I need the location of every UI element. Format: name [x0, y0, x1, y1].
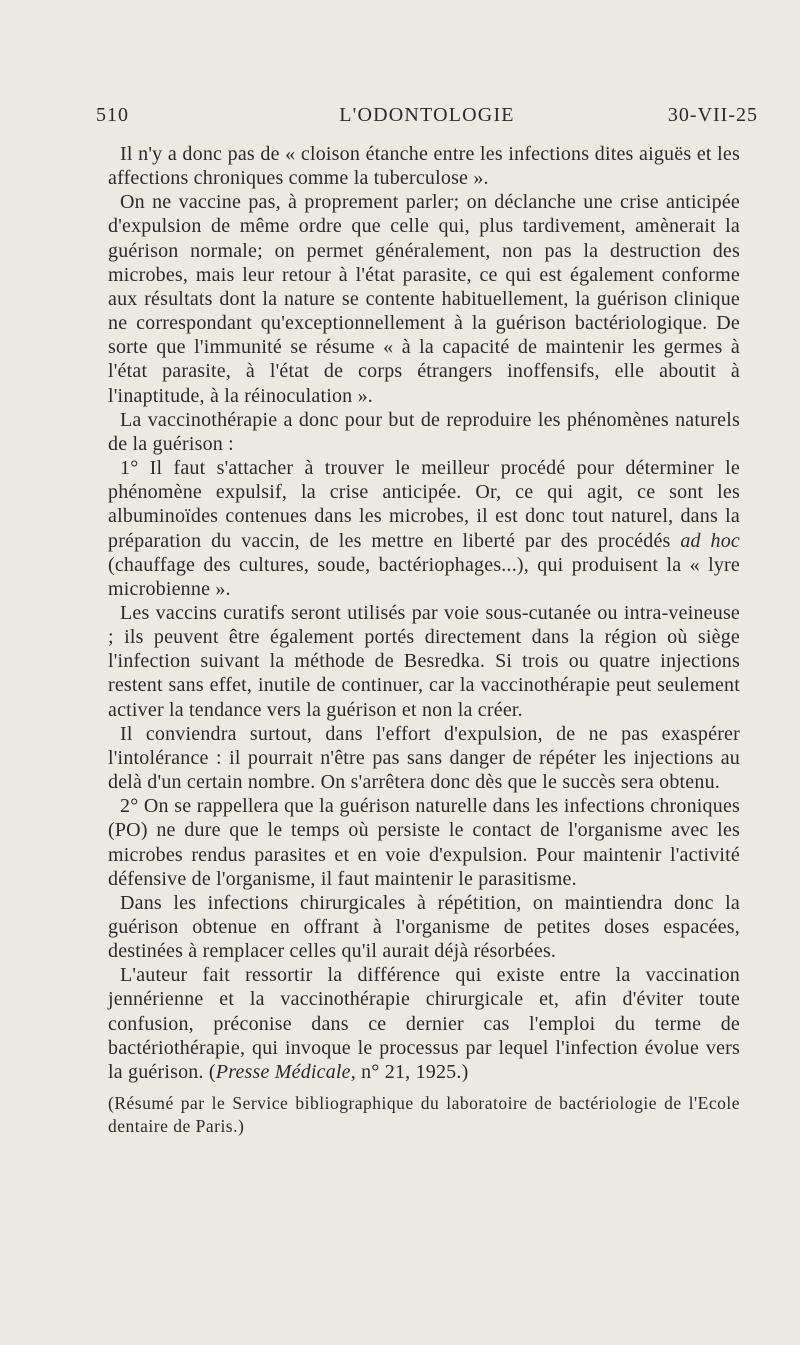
paragraph-infections-chirurgicales: Dans les infections chirurgicales à répétition, on maintiendra donc la guérison obtenue en offrant à l'organisme de petites doses espacées, destinées à remplacer celles qu'il aurait déjà résorbées.	[108, 891, 740, 963]
paragraph-auteur	[108, 963, 740, 1084]
last-paragraph-text-start: L'auteur fait ressortir la différence qui existe entre la vaccination jennérienne et la vaccinothérapie chirurgicale et, afin d'éviter toute confusion, préconise dans ce dernier cas l'emploi du terme de bactériothérapie, qui invoque le processus par lequel l'infection évolue vers la guérison. (	[108, 964, 740, 1083]
paragraph-vaccins-curatifs: Les vaccins curatifs seront utilisés par voie sous-cutanée ou intra-veineuse ; ils peuvent être également portés directement dans la région où siège l'infection suivant la méthode de Besredka. Si trois ou quatre injections restent sans effet, inutile de continuer, car la vaccinothérapie peut seulement activer la tendance vers la guérison et non la créer.	[108, 601, 740, 721]
paragraph-vaccine: On ne vaccine pas, à proprement parler; on déclanche une crise anticipée d'expulsion de même ordre que celle qui, plus tardivement, amènerait la guérison normale; on permet généralement, non pas la destruction des microbes, mais leur retour à l'état parasite, ce qui est également conforme aux résultats dont la nature se contente habituellement, la guérison clinique ne correspondant qu'exceptionnellement à la guérison bactériologique. De sorte que l'immunité se résume « à la capacité de maintenir les germes à l'état parasite, à l'état de corps étrangers inoffensifs, elle aboutit à l'inaptitude, à la réinoculation ».	[108, 191, 740, 407]
paragraph-point-one	[108, 456, 740, 601]
running-title: L'ODONTOLOGIE	[339, 104, 515, 126]
journal-citation: Presse Médicale,	[215, 1060, 356, 1083]
issue-date: 30-VII-25	[667, 104, 758, 126]
paragraph-cloison: Il n'y a donc pas de « cloison étanche entre les infections dites aiguës et les affections chroniques comme la tuberculose ».	[108, 143, 740, 190]
paragraph-point-two: 2° On se rappellera que la guérison naturelle dans les infections chroniques (PO) ne dure que le temps où persiste le contact de l'organisme avec les microbes rendus parasites et en voie d'expulsion. Pour maintenir l'activité défensive de l'organisme, il faut maintenir le parasitisme.	[108, 795, 740, 890]
paragraph-effort-expulsion: Il conviendra surtout, dans l'effort d'expulsion, de ne pas exaspérer l'intolérance : il pourrait n'être pas sans danger de répéter les injections au delà d'un certain nombre. On s'arrêtera donc dès que le succès sera obtenu.	[108, 722, 740, 794]
last-paragraph-text-end: n° 21, 1925.)	[355, 1060, 469, 1083]
source-note: (Résumé par le Service bibliographique du laboratoire de bactériologie de l'Ecole dentaire de Paris.)	[108, 1093, 740, 1137]
page-header	[96, 104, 758, 132]
article-body	[108, 142, 740, 1138]
point-one-italic: ad hoc	[680, 529, 740, 552]
point-one-text-start: 1° Il faut s'attacher à trouver le meilleur procédé pour déterminer le phénomène expulsif, la crise anticipée. Or, ce qui agit, ce sont les albuminoïdes contenues dans les microbes, il est donc tout naturel, dans la préparation du vaccin, de les mettre en liberté par des procédés	[108, 457, 740, 552]
paragraph-vaccinotherapie-but: La vaccinothérapie a donc pour but de reproduire les phénomènes naturels de la guérison :	[108, 408, 740, 455]
page-number: 510	[96, 104, 129, 126]
point-one-text-end: (chauffage des cultures, soude, bactériophages...), qui produisent la « lyre microbienne ».	[108, 553, 740, 600]
